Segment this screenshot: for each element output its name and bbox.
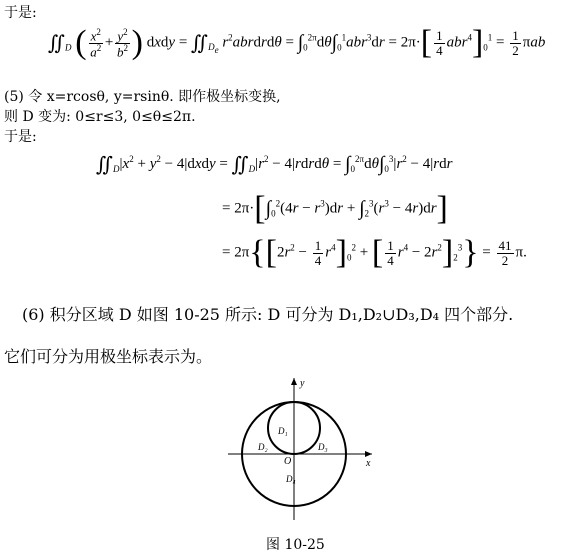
region-d1-label: D₁: [278, 426, 288, 436]
region-d4-label: D₄: [286, 474, 296, 484]
region-d3-label: D₃: [318, 442, 328, 452]
figure-10-25: [228, 372, 378, 522]
equation-2-line-1: $∬_D|x^2 + y^2$ − 4|dxdy = $∬_D|r^2$ − 4|rdrdθ = $\int_0^{2\pi}d\theta\int_0^3|r^2 - 4|rdr$: [96, 153, 453, 176]
origin-label: O: [284, 456, 292, 467]
item5-text: (5) 令 x=rcosθ, y=rsinθ. 即作极坐标变换,: [4, 89, 281, 105]
item6-polar-text: 它们可分为用极坐标表示为。: [4, 347, 213, 366]
equation-1: $∬_D$ ( $\frac{x^2}{a^2}$ + $\frac{y^2}{b^2}$ ) dxdy = $∬_{D_e}$ $r^2abrdrd\theta = \int_0^{2\pi}d\theta\int_0^1abr^3dr = 2\pi\cdot$[ $\frac{1}{4}$ $abr^4]_0^1$ = $\frac{1}{2}$ πab: [48, 24, 546, 61]
equation-2-line-3: = $2\pi\{[2r^2$ − $\frac{1}{4}$ $r^4]_0^2$ + [ $\frac{1}{4}$ $r^4 - 2r^2]_2^3$} = $\frac{41}{2}$ π.: [222, 234, 527, 271]
y-axis-label: y: [300, 378, 305, 389]
x-axis-label: x: [366, 458, 371, 469]
region-d2-label: D₂: [258, 442, 268, 452]
x-axis-arrow-icon: [365, 451, 372, 457]
equation-2-line-2: = $2\pi\cdot[\int_0^2(4r - r^3)dr + \int_2^3(r^3 - 4r)dr]$: [222, 190, 448, 227]
yushi-label-2: 于是:: [4, 129, 37, 145]
figure-caption: 图 10-25: [266, 537, 325, 553]
y-axis-arrow-icon: [291, 378, 297, 385]
item5-range-text: 则 D 变为: 0≤r≤3, 0≤θ≤2π.: [4, 109, 196, 125]
yushi-label-1: 于是:: [4, 5, 37, 21]
item6-text: (6) 积分区域 D 如图 10-25 所示: D 可分为 D₁,D₂∪D₃,D₄ 四个部分.: [22, 305, 514, 324]
